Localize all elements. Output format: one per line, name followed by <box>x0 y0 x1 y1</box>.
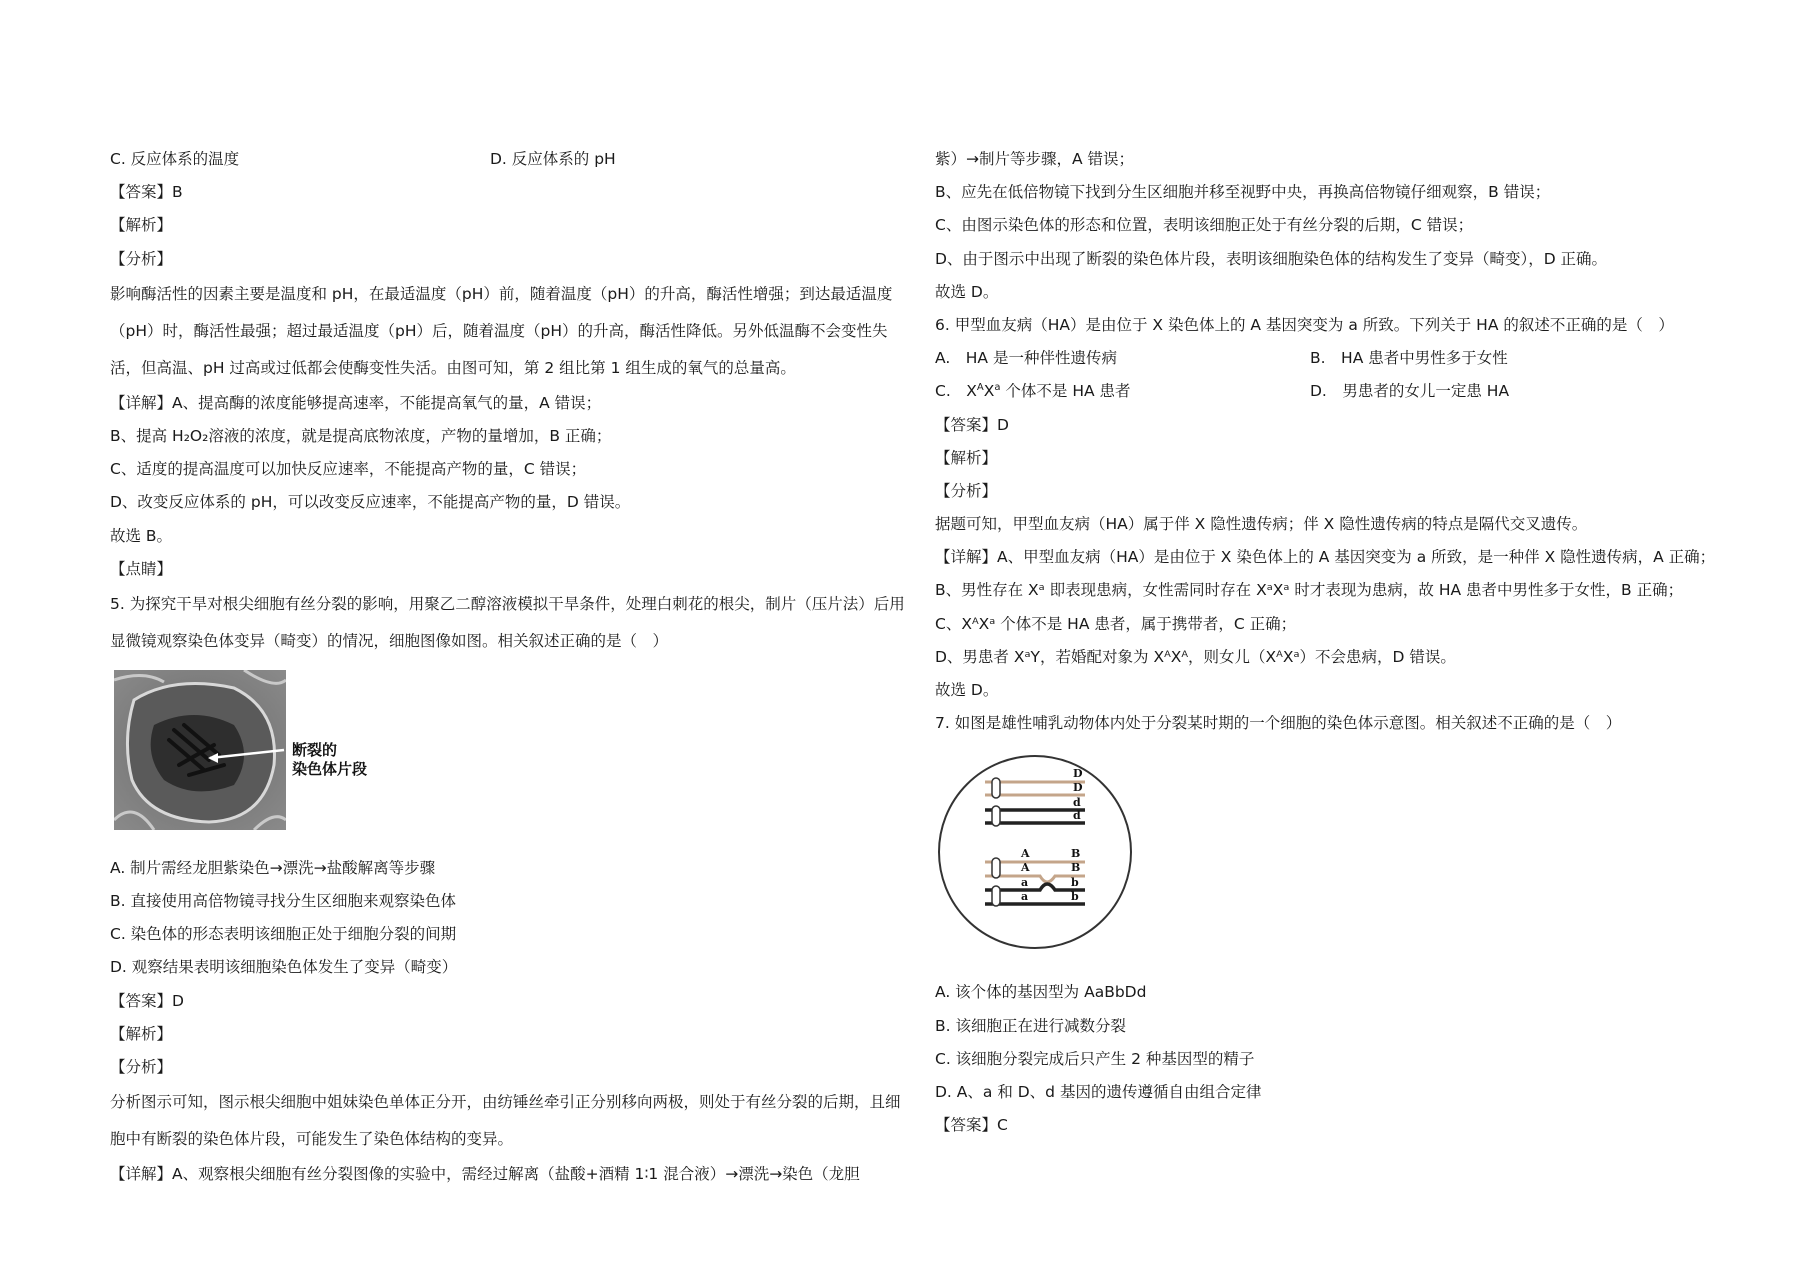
micrograph-image <box>114 670 286 830</box>
q5-option-a: A. 制片需经龙胆紫染色→漂洗→盐酸解离等步骤 <box>110 858 436 877</box>
q7-option-a: A. 该个体的基因型为 AaBbDd <box>935 983 1147 1002</box>
q6-detail-b: B、男性存在 Xᵃ 即表现患病，女性需同时存在 XᵃXᵃ 时才表现为患病，故 HA 患者中男性多于女性，B 正确； <box>935 581 1684 600</box>
q4-options-row <box>110 143 910 176</box>
gene-label: D <box>1073 767 1083 781</box>
q6-detail-c: C、XᴬXᵃ 个体不是 HA 患者，属于携带者，C 正确； <box>935 614 1297 633</box>
q4-detail-d: D、改变反应体系的 pH，可以改变反应速率，不能提高产物的量，D 错误。 <box>110 493 631 512</box>
q5-choice: 故选 D。 <box>935 282 999 301</box>
micrograph-label-line1: 断裂的 <box>292 740 338 759</box>
q6-detail-a: 【详解】A、甲型血友病（HA）是由位于 X 染色体上的 A 基因突变为 a 所致，是一种伴 X 隐性遗传病，A 正确； <box>935 548 1716 567</box>
q7-option-d: D. A、a 和 D、d 基因的遗传遵循自由组合定律 <box>935 1082 1262 1101</box>
q4-answer: 【答案】B <box>110 183 183 202</box>
q4-detail-a: 【详解】A、提高酶的浓度能够提高速率，不能提高氧气的量，A 错误； <box>110 393 602 412</box>
q6-options-row-2 <box>935 375 1710 408</box>
gene-label: a <box>1021 890 1029 904</box>
q5-figure <box>112 666 910 846</box>
q6-option-b: B. HA 患者中男性多于女性 <box>1310 349 1508 368</box>
q6-fenxi-heading: 【分析】 <box>935 481 998 500</box>
gene-label: B <box>1071 847 1081 861</box>
chromosome-diagram <box>935 752 1135 952</box>
q7-stem: 7. 如图是雄性哺乳动物体内处于分裂某时期的一个细胞的染色体示意图。相关叙述不正确的是（ ） <box>935 714 1622 733</box>
q5-detail-d: D、由于图示中出现了断裂的染色体片段，表明该细胞染色体的结构发生了变异（畸变），D 正确。 <box>935 249 1608 268</box>
q7-figure <box>935 744 1710 972</box>
q6-option-d: D. 男患者的女儿一定患 HA <box>1310 382 1510 401</box>
q5-detail-a-cont: 紫）→制片等步骤，A 错误； <box>935 150 1135 168</box>
q5-detail-a: 【详解】A、观察根尖细胞有丝分裂图像的实验中，需经过解离（盐酸+酒精 1∶1 混合液）→漂洗→染色（龙胆 <box>110 1165 860 1184</box>
q4-detail-b: B、提高 H₂O₂溶液的浓度，就是提高底物浓度，产物的量增加，B 正确； <box>110 426 612 445</box>
q5-analysis: 分析图示可知，图示根尖细胞中姐妹染色单体正分开，由纺锤丝牵引正分别移向两极，则处于有丝分裂的后期，且细胞中有断裂的染色体片段，可能发生了染色体结构的变异。 <box>110 1093 901 1149</box>
q5-stem: 5. 为探究干旱对根尖细胞有丝分裂的影响，用聚乙二醇溶液模拟干旱条件，处理白刺花的根尖，制片（压片法）后用显微镜观察染色体变异（畸变）的情况，细胞图像如图。相关叙述正确的是（ ） <box>110 594 905 650</box>
q7-answer: 【答案】C <box>935 1116 1008 1135</box>
q6-option-c-sup2: a <box>994 382 1001 394</box>
q6-answer: 【答案】D <box>935 415 1009 434</box>
q5-option-b: B. 直接使用高倍物镜寻找分生区细胞来观察染色体 <box>110 892 456 911</box>
q7-option-c: C. 该细胞分裂完成后只产生 2 种基因型的精子 <box>935 1049 1255 1068</box>
q6-stem: 6. 甲型血友病（HA）是由位于 X 染色体上的 A 基因突变为 a 所致。下列关于 HA 的叙述不正确的是（ ） <box>935 315 1674 334</box>
gene-label: A <box>1021 847 1030 861</box>
gene-label: d <box>1073 809 1081 823</box>
q4-option-d: D. 反应体系的 pH <box>490 150 616 168</box>
q6-option-c-pre: C. X <box>935 382 977 401</box>
q5-detail-b: B、应先在低倍物镜下找到分生区细胞并移至视野中央，再换高倍物镜仔细观察，B 错误； <box>935 183 1551 202</box>
q4-jiexi-heading: 【解析】 <box>110 216 173 235</box>
q6-options-row-1 <box>935 342 1710 375</box>
gene-label: a <box>1021 876 1029 890</box>
right-column <box>935 143 1716 1142</box>
q4-detail-c: C、适度的提高温度可以加快反应速率，不能提高产物的量，C 错误； <box>110 460 587 479</box>
q6-option-a: A. HA 是一种伴性遗传病 <box>935 349 1117 368</box>
q6-option-c-post: 个体不是 HA 患者 <box>1000 382 1131 401</box>
gene-label: A <box>1021 861 1030 875</box>
q4-choice: 故选 B。 <box>110 526 173 545</box>
q6-detail-d: D、男患者 XᵃY，若婚配对象为 XᴬXᴬ，则女儿（XᴬXᵃ）不会患病，D 错误。 <box>935 647 1456 666</box>
q6-option-c-sup1: A <box>976 382 984 394</box>
q5-fenxi-heading: 【分析】 <box>110 1058 173 1076</box>
micrograph-label <box>292 741 367 779</box>
q5-option-d: D. 观察结果表明该细胞染色体发生了变异（畸变） <box>110 958 458 977</box>
micrograph-label-line2: 染色体片段 <box>292 759 368 778</box>
q6-option-c <box>935 375 1310 408</box>
gene-label: b <box>1071 876 1079 890</box>
q5-option-c: C. 染色体的形态表明该细胞正处于细胞分裂的间期 <box>110 925 457 944</box>
q5-answer: 【答案】D <box>110 991 184 1010</box>
q7-option-b: B. 该细胞正在进行减数分裂 <box>935 1016 1126 1035</box>
q4-fenxi-heading: 【分析】 <box>110 249 173 268</box>
gene-label: B <box>1071 861 1081 875</box>
q4-option-c: C. 反应体系的温度 <box>110 150 240 168</box>
q4-analysis: 影响酶活性的因素主要是温度和 pH，在最适温度（pH）前，随着温度（pH）的升高，酶活性增强；到达最适温度（pH）时，酶活性最强；超过最适温度（pH）后，随着温度（pH）的升高，酶活性降低。另外低温酶不会变性失活，但高温、pH 过高或过低都会使酶变性失活。由图可知，第 2 组比第 1 组生成的氧气的总量高。 <box>110 284 893 377</box>
q6-option-c-mid: X <box>983 382 995 401</box>
q6-jiexi-heading: 【解析】 <box>935 448 998 467</box>
q6-choice: 故选 D。 <box>935 681 999 699</box>
q4-dianjing-heading: 【点睛】 <box>110 559 173 578</box>
gene-label: D <box>1073 781 1083 795</box>
left-column <box>110 143 910 1191</box>
q6-analysis: 据题可知，甲型血友病（HA）属于伴 X 隐性遗传病；伴 X 隐性遗传病的特点是隔代交叉遗传。 <box>935 515 1588 534</box>
gene-label: b <box>1071 890 1079 904</box>
q5-detail-c: C、由图示染色体的形态和位置，表明该细胞正处于有丝分裂的后期，C 错误； <box>935 216 1474 235</box>
gene-label: d <box>1073 796 1081 810</box>
q5-jiexi-heading: 【解析】 <box>110 1024 173 1043</box>
